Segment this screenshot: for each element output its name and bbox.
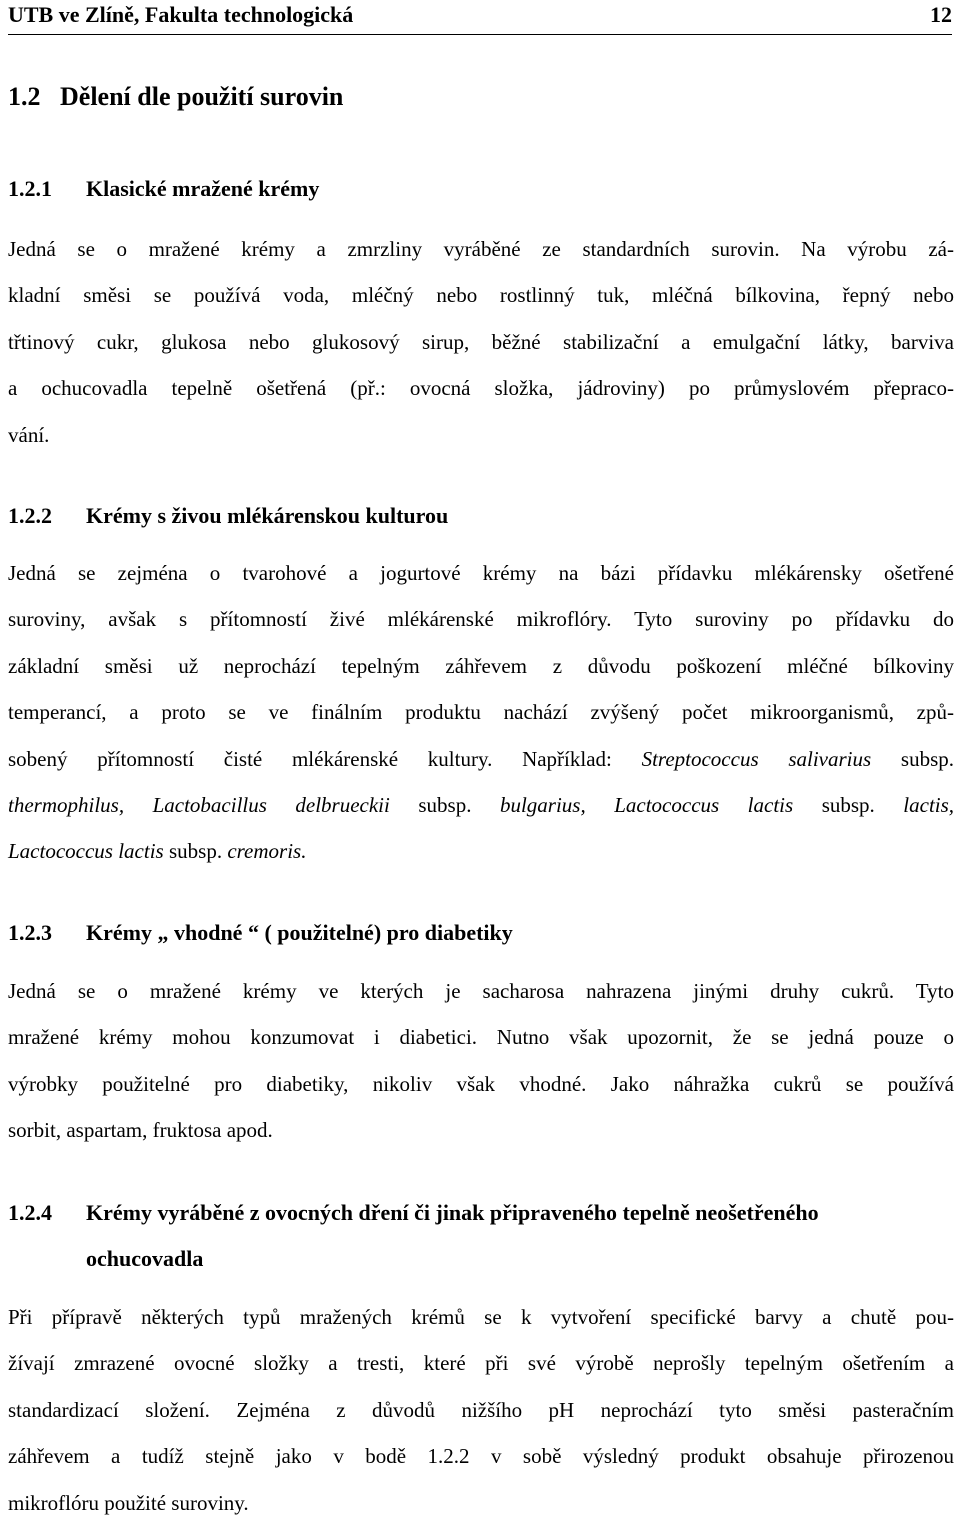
text-line: Jedná se o mražené krémy a zmrzliny vyráběné ze standardních surovin. Na výrobu zá- xyxy=(8,237,954,261)
text-line: Jedná se zejména o tvarohové a jogurtové krémy na bázi přídavku mlékárensky ošetřené xyxy=(8,561,954,585)
text-run: subsp. xyxy=(900,746,954,771)
section-heading-1-2 xyxy=(8,82,343,112)
subsection-number: 1.2.1 xyxy=(8,176,52,201)
running-header xyxy=(8,0,952,35)
subsection-heading-1-2-2 xyxy=(8,493,448,539)
text-line: žívají zmrazené ovocné složky a tresti, které při své výrobě neprošly tepelným ošetřením a xyxy=(8,1351,954,1376)
subsection-number: 1.2.4 xyxy=(8,1200,52,1225)
text-line xyxy=(8,736,954,782)
paragraph-1-2-2 xyxy=(8,550,954,875)
subsection-title xyxy=(86,1190,946,1282)
species-name: bulgarius, Lactococcus lactis xyxy=(499,793,794,818)
paragraph-1-2-1 xyxy=(8,226,954,458)
page-number: 12 xyxy=(930,2,952,27)
text-line: Při přípravě některých typů mražených krémů se k vytvoření specifické barvy a chutě pou- xyxy=(8,1305,954,1329)
text-line: záhřevem a tudíž stejně jako v bodě 1.2.2 v sobě výsledný produkt obsahuje přirozenou xyxy=(8,1444,954,1469)
text-line: třtinový cukr, glukosa nebo glukosový sirup, běžné stabilizační a emulgační látky, barviva xyxy=(8,329,954,354)
text-line: temperancí, a proto se ve finálním produktu nachází zvýšený počet mikroorganismů, způ- xyxy=(8,700,954,725)
subsection-title: Krémy „ vhodné “ ( použitelné) pro diabetiky xyxy=(86,920,513,945)
subsection-number: 1.2.3 xyxy=(8,920,52,945)
subsection-heading-1-2-3 xyxy=(8,910,513,956)
text-line: standardizací složení. Zejména z důvodů nižšího pH neprochází tyto směsi pasteračním xyxy=(8,1397,954,1422)
subsection-heading-1-2-1 xyxy=(8,166,319,212)
text-run: sobený přítomností čisté mlékárenské kultury. Například: xyxy=(8,746,612,771)
subsection-title: Klasické mražené krémy xyxy=(86,176,320,201)
section-title: Dělení dle použití surovin xyxy=(60,82,344,111)
text-line: a ochucovadla tepelně ošetřená (př.: ovocná složka, jádroviny) po průmyslovém přepraco- xyxy=(8,376,954,401)
text-line: sorbit, aspartam, fruktosa apod. xyxy=(8,1118,273,1143)
text-run: subsp. xyxy=(418,793,472,818)
text-line: suroviny, avšak s přítomností živé mlékárenské mikroflóry. Tyto suroviny po přídavku do xyxy=(8,607,954,632)
text-line: výrobky použitelné pro diabetiky, nikoliv však vhodné. Jako náhražka cukrů se používá xyxy=(8,1071,954,1096)
text-run: subsp. xyxy=(821,793,875,818)
paragraph-1-2-3 xyxy=(8,968,954,1154)
text-line: kladní směsi se používá voda, mléčný nebo rostlinný tuk, mléčná bílkovina, řepný nebo xyxy=(8,283,954,308)
subsection-number: 1.2.2 xyxy=(8,503,52,528)
subsection-title-line: Krémy vyráběné z ovocných dření či jinak připraveného tepelně neošetřeného xyxy=(86,1200,819,1225)
text-line: mikroflóru použité suroviny. xyxy=(8,1490,249,1515)
text-line: základní směsi už neprochází tepelným záhřevem z důvodu poškození mléčné bílkoviny xyxy=(8,653,954,678)
text-line xyxy=(8,828,954,874)
text-line: vání. xyxy=(8,422,50,447)
subsection-title: Krémy s živou mlékárenskou kulturou xyxy=(86,503,449,528)
species-name: lactis, xyxy=(903,793,955,818)
text-run: subsp. xyxy=(168,839,223,864)
species-name: Lactococcus lactis xyxy=(8,839,164,864)
subsection-heading-1-2-4 xyxy=(8,1190,946,1282)
text-line: mražené krémy mohou konzumovat i diabetici. Nutno však upozornit, že se jedná pouze o xyxy=(8,1025,954,1050)
species-name: cremoris. xyxy=(227,839,307,864)
text-line xyxy=(8,782,954,828)
species-name: Streptococcus salivarius xyxy=(641,746,872,771)
section-number: 1.2 xyxy=(8,82,41,111)
text-line: Jedná se o mražené krémy ve kterých je sacharosa nahrazena jinými druhy cukrů. Tyto xyxy=(8,979,954,1003)
paragraph-1-2-4 xyxy=(8,1294,954,1526)
header-institution: UTB ve Zlíně, Fakulta technologická xyxy=(8,2,354,27)
species-name: thermophilus, Lactobacillus delbrueckii xyxy=(8,793,390,818)
subsection-title-line: ochucovadla xyxy=(86,1246,204,1271)
